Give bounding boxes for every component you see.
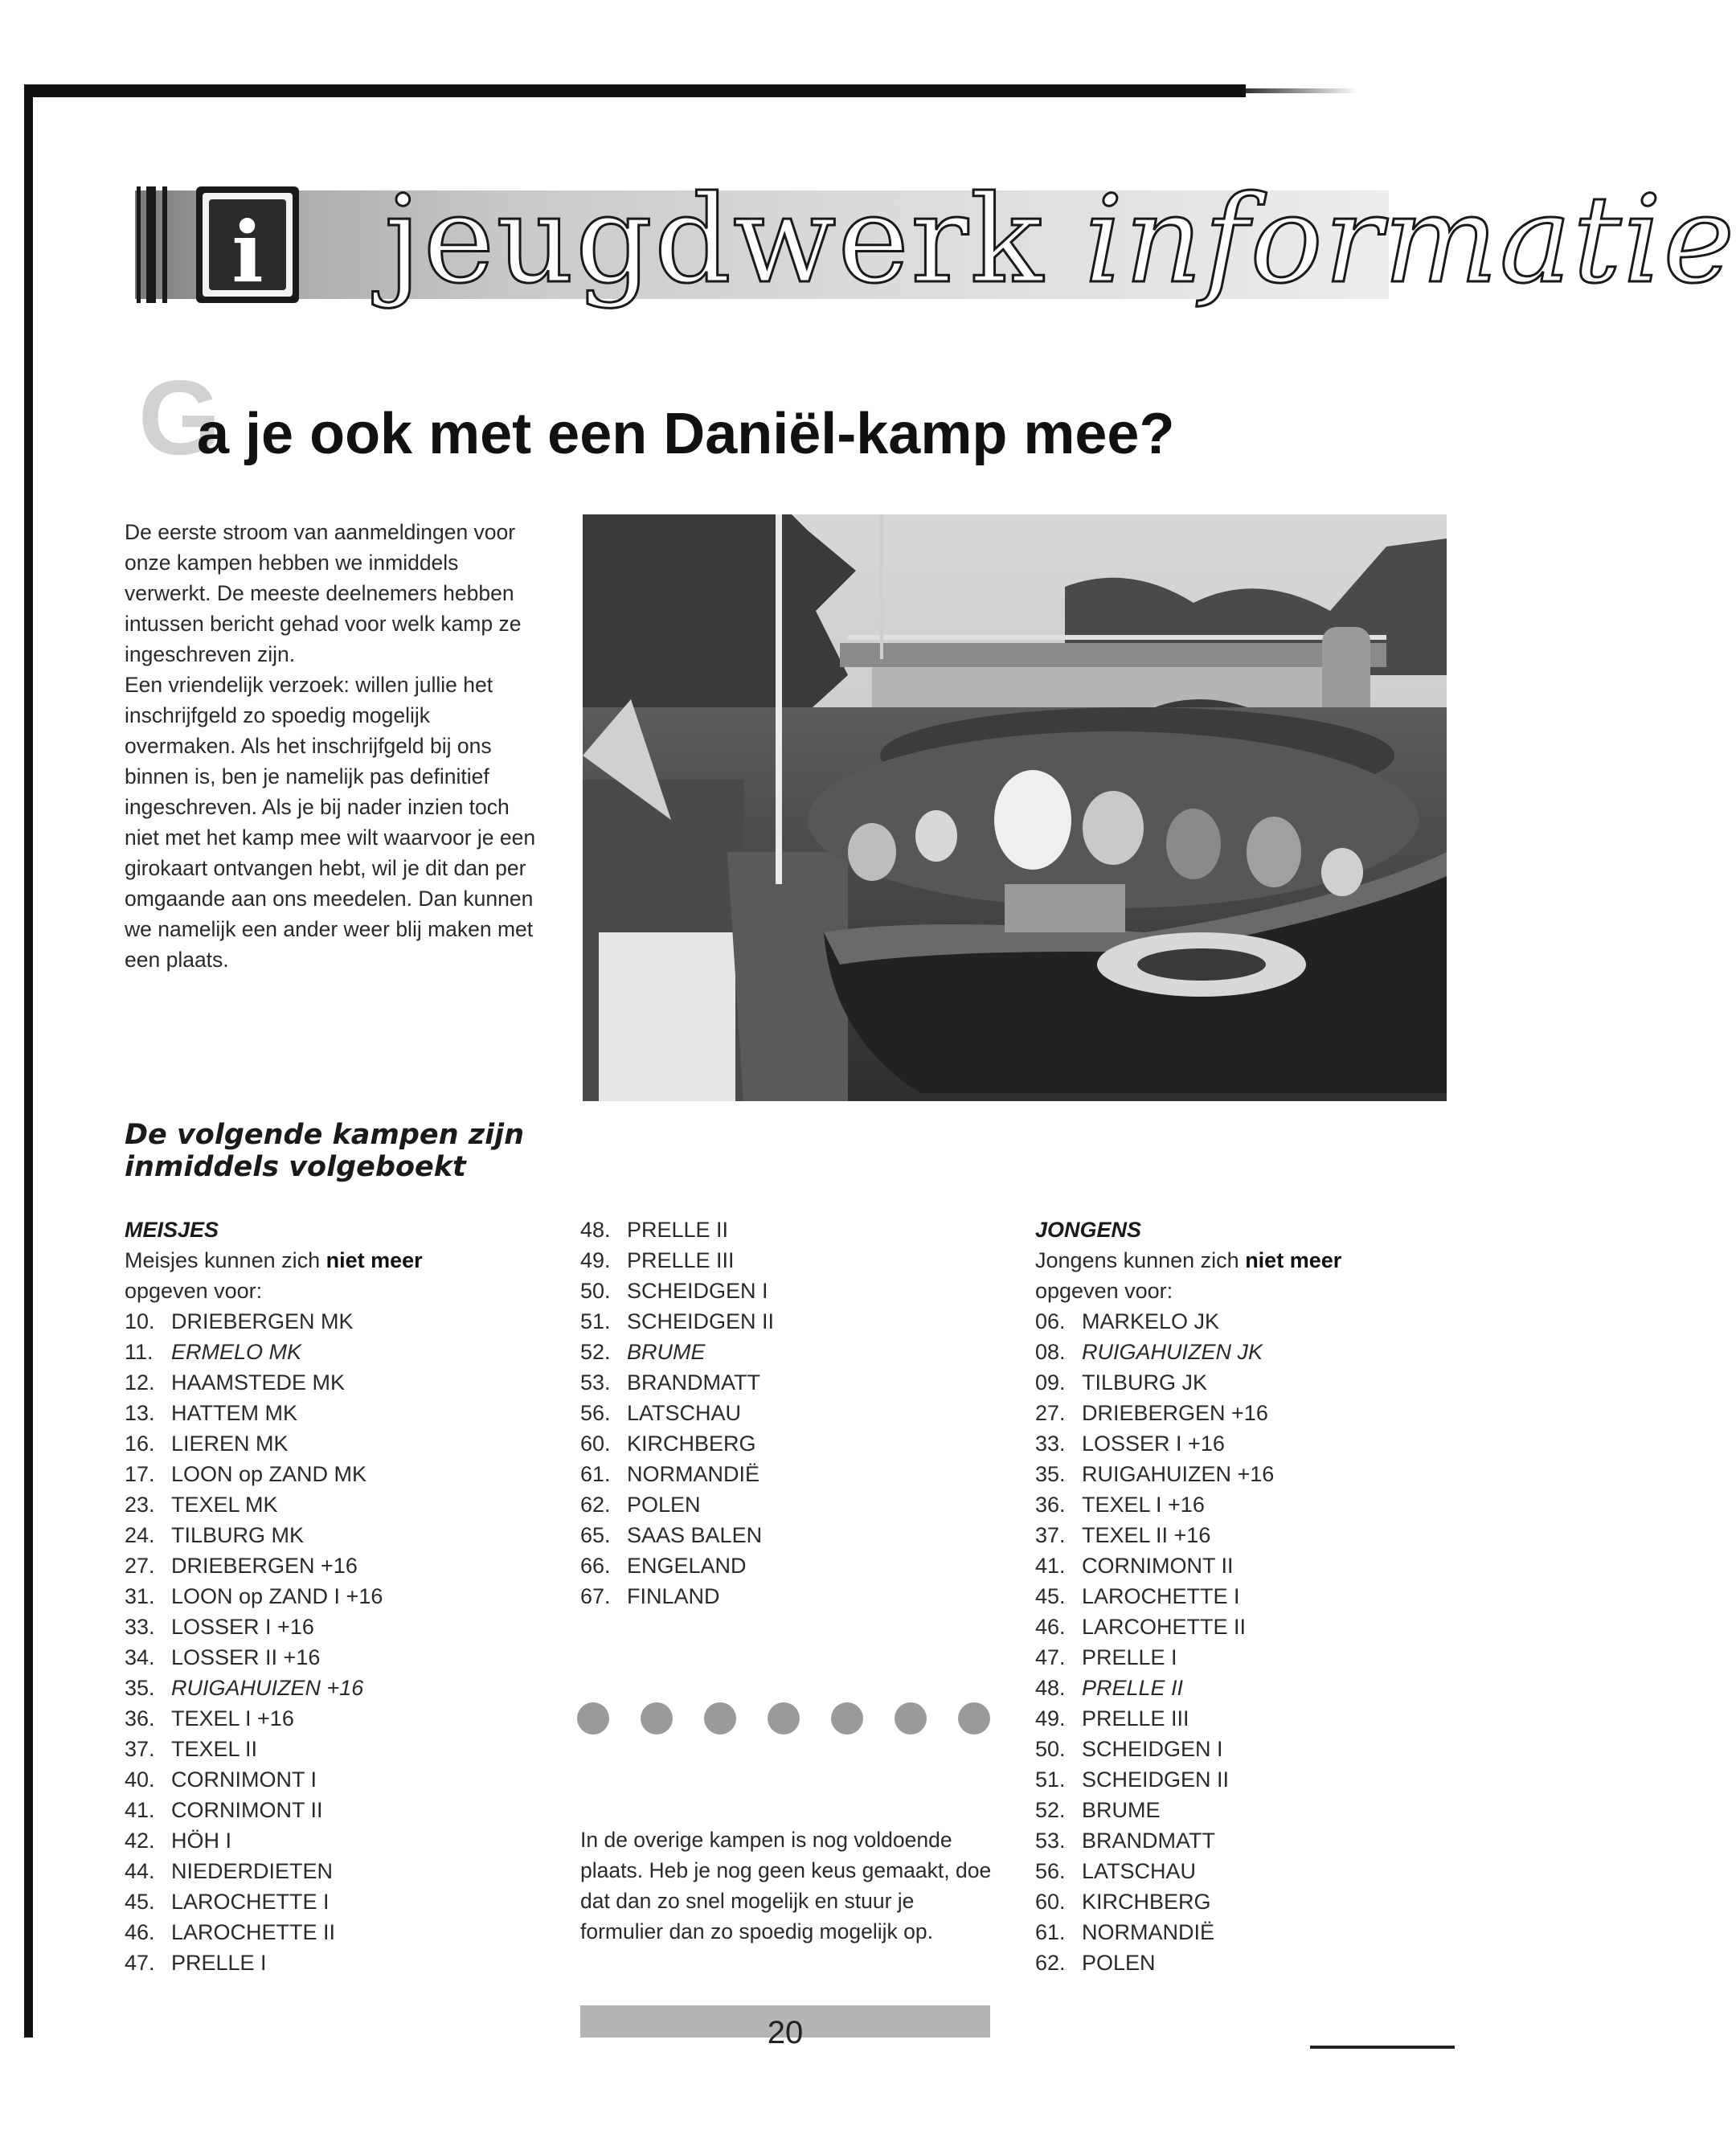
- article-headline: a je ook met een Daniël-kamp mee?: [197, 402, 1175, 466]
- camp-number: 35.: [125, 1676, 155, 1700]
- camp-list-item: [125, 1489, 542, 1520]
- intro-text: [125, 517, 542, 975]
- camp-list-item: [125, 1886, 542, 1917]
- camp-list-item: [580, 1367, 982, 1398]
- camp-name: MARKELO JK: [1082, 1309, 1220, 1333]
- camp-number: 11.: [125, 1340, 154, 1364]
- camp-number: 37.: [1035, 1523, 1066, 1547]
- camp-name: BRANDMATT: [627, 1370, 760, 1395]
- camp-list-item: [1035, 1398, 1453, 1428]
- camp-name: PRELLE II: [1082, 1676, 1184, 1700]
- outro-text: In de overige kampen is nog voldoende plaats. Heb je nog geen keus gemaakt, doe dat dan zo snel mogelijk en stuur je formulier dan zo spoedig mogelijk op.: [580, 1828, 992, 1943]
- camp-name: RUIGAHUIZEN +16: [1082, 1462, 1275, 1486]
- camp-list-item: [125, 1398, 542, 1428]
- camp-number: 35.: [1035, 1462, 1066, 1486]
- page-number: 20: [767, 2015, 804, 2050]
- divider-dot: [704, 1702, 736, 1735]
- camp-number: 52.: [580, 1340, 611, 1364]
- camp-list-item: [1035, 1550, 1453, 1581]
- camp-list-item: [1035, 1886, 1453, 1917]
- camp-name: CORNIMONT I: [171, 1767, 317, 1792]
- camp-name: NORMANDIË: [1082, 1920, 1215, 1944]
- camp-list-item: [580, 1581, 982, 1612]
- camp-name: LOON op ZAND MK: [171, 1462, 367, 1486]
- camp-list-item: [1035, 1520, 1453, 1550]
- camp-number: 41.: [125, 1798, 155, 1822]
- camp-number: 45.: [1035, 1584, 1066, 1608]
- camp-name: SCHEIDGEN I: [627, 1279, 768, 1303]
- column-title: JONGENS: [1035, 1218, 1142, 1242]
- camp-name: KIRCHBERG: [1082, 1890, 1211, 1914]
- camp-name: TILBURG JK: [1082, 1370, 1208, 1395]
- camp-name: PRELLE I: [171, 1951, 267, 1975]
- camp-name: ENGELAND: [627, 1554, 747, 1578]
- camp-number: 44.: [125, 1859, 155, 1883]
- camp-number: 36.: [125, 1706, 155, 1730]
- camp-list-item: [125, 1612, 542, 1642]
- headline-dropcap: G: [138, 358, 221, 477]
- camp-number: 51.: [580, 1309, 611, 1333]
- camp-number: 37.: [125, 1737, 155, 1761]
- camp-list-item: [125, 1550, 542, 1581]
- banner-stripe: [146, 186, 156, 303]
- camp-list-item: [580, 1520, 982, 1550]
- camp-number: 48.: [580, 1218, 611, 1242]
- intro-paragraph: Een vriendelijk verzoek: willen jullie het inschrijfgeld zo spoedig mogelijk overmaken. Als het inschrijfgeld bij ons binnen is, ben je namelijk pas definitief ingeschreven. Als je bij nader inzien toch niet met het kamp mee wilt waarvoor je een girokaart ontvangen hebt, wil je dit dan per omgaande aan ons meedelen. Dan kunnen we namelijk een ander weer blij maken met een plaats.: [125, 673, 536, 972]
- banner-title-word: jeugdwerk: [384, 170, 1045, 310]
- camp-name: BRUME: [627, 1340, 706, 1364]
- camp-number: 16.: [125, 1431, 155, 1456]
- camp-number: 09.: [1035, 1370, 1066, 1395]
- camp-name: POLEN: [1082, 1951, 1156, 1975]
- camp-list-item: [580, 1459, 982, 1489]
- camp-name: CORNIMONT II: [171, 1798, 323, 1822]
- camp-number: 65.: [580, 1523, 611, 1547]
- camp-number: 13.: [125, 1401, 155, 1425]
- dot-divider: [577, 1702, 995, 1738]
- camp-name: TEXEL MK: [171, 1493, 278, 1517]
- camp-name: LOON op ZAND I +16: [171, 1584, 383, 1608]
- banner-stripe: [137, 186, 141, 303]
- camp-number: 40.: [125, 1767, 155, 1792]
- camp-name: LATSCHAU: [1082, 1859, 1197, 1883]
- camp-number: 24.: [125, 1523, 155, 1547]
- divider-dot: [958, 1702, 990, 1735]
- camp-list-item: [125, 1856, 542, 1886]
- camp-list-item: [1035, 1795, 1453, 1825]
- camp-number: 06.: [1035, 1309, 1066, 1333]
- sentence-part: Meisjes kunnen zich: [125, 1248, 326, 1272]
- camp-number: 51.: [1035, 1767, 1066, 1792]
- column-intro: opgeven voor:: [125, 1279, 263, 1303]
- camp-list-item: [125, 1703, 542, 1734]
- camp-number: 27.: [1035, 1401, 1066, 1425]
- camp-list-item: [1035, 1764, 1453, 1795]
- camp-name: KIRCHBERG: [627, 1431, 756, 1456]
- camp-list-item: [580, 1550, 982, 1581]
- camp-number: 56.: [1035, 1859, 1066, 1883]
- camp-number: 31.: [125, 1584, 155, 1608]
- camp-number: 61.: [1035, 1920, 1066, 1944]
- column-intro: [125, 1245, 542, 1276]
- camp-number: 53.: [1035, 1829, 1066, 1853]
- camp-list-item: [125, 1795, 542, 1825]
- divider-dot: [577, 1702, 609, 1735]
- scan-border-top: [24, 84, 1246, 97]
- camp-list-item: [1035, 1581, 1453, 1612]
- camp-number: 27.: [125, 1554, 155, 1578]
- camp-list-item: [1035, 1367, 1453, 1398]
- camp-name: LAROCHETTE I: [171, 1890, 330, 1914]
- camp-list-item: [125, 1917, 542, 1948]
- banner-title-word: informatie: [1084, 170, 1736, 310]
- camp-name: HAAMSTEDE MK: [171, 1370, 346, 1395]
- camp-number: 48.: [1035, 1676, 1066, 1700]
- camp-list-item: [1035, 1734, 1453, 1764]
- camp-number: 17.: [125, 1462, 155, 1486]
- camp-number: 33.: [1035, 1431, 1066, 1456]
- photo-canal-boat: [583, 514, 1447, 1101]
- booked-subheading: [125, 1119, 607, 1183]
- camp-list-item: [1035, 1612, 1453, 1642]
- camp-list: [1035, 1306, 1453, 1978]
- camp-number: 10.: [125, 1309, 155, 1333]
- camp-number: 49.: [580, 1248, 611, 1272]
- camp-name: PRELLE III: [627, 1248, 735, 1272]
- middle-column: [580, 1214, 982, 1612]
- camp-name: SCHEIDGEN II: [627, 1309, 775, 1333]
- column-intro: [1035, 1245, 1453, 1276]
- camp-name: PRELLE I: [1082, 1645, 1177, 1669]
- meisjes-column: [125, 1214, 542, 1978]
- camp-name: SCHEIDGEN I: [1082, 1737, 1223, 1761]
- page-number-bar: [580, 2005, 990, 2050]
- banner-title: [384, 172, 1736, 309]
- camp-name: LIEREN MK: [171, 1431, 289, 1456]
- camp-name: DRIEBERGEN +16: [1082, 1401, 1268, 1425]
- camp-name: LOSSER II +16: [171, 1645, 321, 1669]
- camp-name: LARCOHETTE II: [1082, 1615, 1247, 1639]
- subheading-line: De volgende kampen zijn: [125, 1119, 525, 1151]
- svg-text:i: i: [231, 203, 264, 301]
- camp-number: 47.: [125, 1951, 155, 1975]
- camp-list-item: [125, 1581, 542, 1612]
- camp-list-item: [1035, 1673, 1453, 1703]
- camp-list-item: [125, 1459, 542, 1489]
- camp-name: ERMELO MK: [171, 1340, 302, 1364]
- camp-name: BRUME: [1082, 1798, 1161, 1822]
- camp-name: RUIGAHUIZEN JK: [1082, 1340, 1263, 1364]
- camp-name: NORMANDIË: [627, 1462, 760, 1486]
- camp-name: DRIEBERGEN MK: [171, 1309, 354, 1333]
- camp-list-item: [125, 1520, 542, 1550]
- camp-list-item: [580, 1398, 982, 1428]
- camp-list-item: [1035, 1428, 1453, 1459]
- camp-number: 33.: [125, 1615, 155, 1639]
- column-intro: opgeven voor:: [1035, 1279, 1173, 1303]
- camp-list-item: [125, 1306, 542, 1337]
- camp-number: 08.: [1035, 1340, 1066, 1364]
- camp-list: [580, 1214, 982, 1612]
- camp-name: TEXEL II: [171, 1737, 258, 1761]
- camp-list: [125, 1306, 542, 1978]
- camp-name: TEXEL I +16: [171, 1706, 294, 1730]
- camp-name: LAROCHETTE I: [1082, 1584, 1240, 1608]
- camp-name: RUIGAHUIZEN +16: [171, 1676, 364, 1700]
- camp-name: NIEDERDIETEN: [171, 1859, 334, 1883]
- camp-name: PRELLE III: [1082, 1706, 1189, 1730]
- camp-name: PRELLE II: [627, 1218, 729, 1242]
- camp-list-item: [580, 1337, 982, 1367]
- sentence-emphasis: niet meer: [326, 1248, 423, 1272]
- intro-paragraph: De eerste stroom van aanmeldingen voor onze kampen hebben we inmiddels verwerkt. De meeste deelnemers hebben intussen bericht gehad voor welk kamp ze ingeschreven zijn.: [125, 520, 522, 666]
- header-banner: [135, 170, 1736, 311]
- camp-list-item: [580, 1245, 982, 1276]
- camp-number: 36.: [1035, 1493, 1066, 1517]
- camp-name: POLEN: [627, 1493, 701, 1517]
- camp-list-item: [1035, 1703, 1453, 1734]
- camp-number: 60.: [1035, 1890, 1066, 1914]
- camp-number: 61.: [580, 1462, 611, 1486]
- camp-number: 62.: [1035, 1951, 1066, 1975]
- camp-name: TEXEL II +16: [1082, 1523, 1211, 1547]
- camp-list-item: [1035, 1825, 1453, 1856]
- camp-list-item: [125, 1673, 542, 1703]
- scan-border-fade: [1246, 88, 1358, 93]
- camp-list-item: [1035, 1642, 1453, 1673]
- camp-name: LATSCHAU: [627, 1401, 742, 1425]
- camp-name: SCHEIDGEN II: [1082, 1767, 1230, 1792]
- camp-name: FINLAND: [627, 1584, 720, 1608]
- camp-number: 62.: [580, 1493, 611, 1517]
- camp-name: BRANDMATT: [1082, 1829, 1215, 1853]
- camp-list-item: [580, 1276, 982, 1306]
- camp-name: CORNIMONT II: [1082, 1554, 1234, 1578]
- info-icon: [191, 178, 304, 311]
- divider-dot: [831, 1702, 863, 1735]
- camp-number: 23.: [125, 1493, 155, 1517]
- column-title: MEISJES: [125, 1218, 219, 1242]
- camp-name: SAAS BALEN: [627, 1523, 763, 1547]
- camp-number: 46.: [125, 1920, 155, 1944]
- camp-list-item: [125, 1764, 542, 1795]
- scan-border-left: [24, 84, 33, 2038]
- camp-list-item: [1035, 1489, 1453, 1520]
- camp-list-item: [125, 1367, 542, 1398]
- camp-list-item: [125, 1642, 542, 1673]
- camp-name: LOSSER I +16: [1082, 1431, 1225, 1456]
- camp-list-item: [580, 1489, 982, 1520]
- camp-name: LAROCHETTE II: [171, 1920, 336, 1944]
- camp-number: 34.: [125, 1645, 155, 1669]
- camp-list-item: [1035, 1459, 1453, 1489]
- camp-number: 41.: [1035, 1554, 1066, 1578]
- camp-list-item: [1035, 1306, 1453, 1337]
- camp-list-item: [125, 1825, 542, 1856]
- camp-name: TILBURG MK: [171, 1523, 305, 1547]
- jongens-column: [1035, 1214, 1453, 1978]
- camp-list-item: [125, 1428, 542, 1459]
- camp-list-item: [125, 1948, 542, 1978]
- camp-number: 52.: [1035, 1798, 1066, 1822]
- subheading-line: inmiddels volgeboekt: [125, 1151, 466, 1183]
- camp-name: HÖH I: [171, 1829, 232, 1853]
- camp-list-item: [1035, 1917, 1453, 1948]
- corner-line: [1310, 2046, 1455, 2049]
- camp-list-item: [1035, 1337, 1453, 1367]
- sentence-part: Jongens kunnen zich: [1035, 1248, 1246, 1272]
- camp-number: 49.: [1035, 1706, 1066, 1730]
- camp-list-item: [580, 1306, 982, 1337]
- camp-number: 67.: [580, 1584, 611, 1608]
- camp-name: DRIEBERGEN +16: [171, 1554, 358, 1578]
- sentence-emphasis: niet meer: [1245, 1248, 1342, 1272]
- camp-number: 42.: [125, 1829, 155, 1853]
- camp-name: TEXEL I +16: [1082, 1493, 1205, 1517]
- camp-name: LOSSER I +16: [171, 1615, 314, 1639]
- divider-dot: [895, 1702, 927, 1735]
- camp-number: 50.: [1035, 1737, 1066, 1761]
- camp-list-item: [1035, 1948, 1453, 1978]
- camp-number: 60.: [580, 1431, 611, 1456]
- divider-dot: [768, 1702, 800, 1735]
- camp-number: 12.: [125, 1370, 155, 1395]
- camp-number: 56.: [580, 1401, 611, 1425]
- camp-number: 46.: [1035, 1615, 1066, 1639]
- camp-number: 47.: [1035, 1645, 1066, 1669]
- camp-list-item: [125, 1337, 542, 1367]
- camp-number: 45.: [125, 1890, 155, 1914]
- camp-list-item: [580, 1214, 982, 1245]
- camp-list-item: [1035, 1856, 1453, 1886]
- banner-stripe: [162, 186, 167, 303]
- camp-list-item: [125, 1734, 542, 1764]
- camp-list-item: [580, 1428, 982, 1459]
- camp-number: 66.: [580, 1554, 611, 1578]
- camp-number: 50.: [580, 1279, 611, 1303]
- camp-number: 53.: [580, 1370, 611, 1395]
- camp-name: HATTEM MK: [171, 1401, 297, 1425]
- divider-dot: [641, 1702, 673, 1735]
